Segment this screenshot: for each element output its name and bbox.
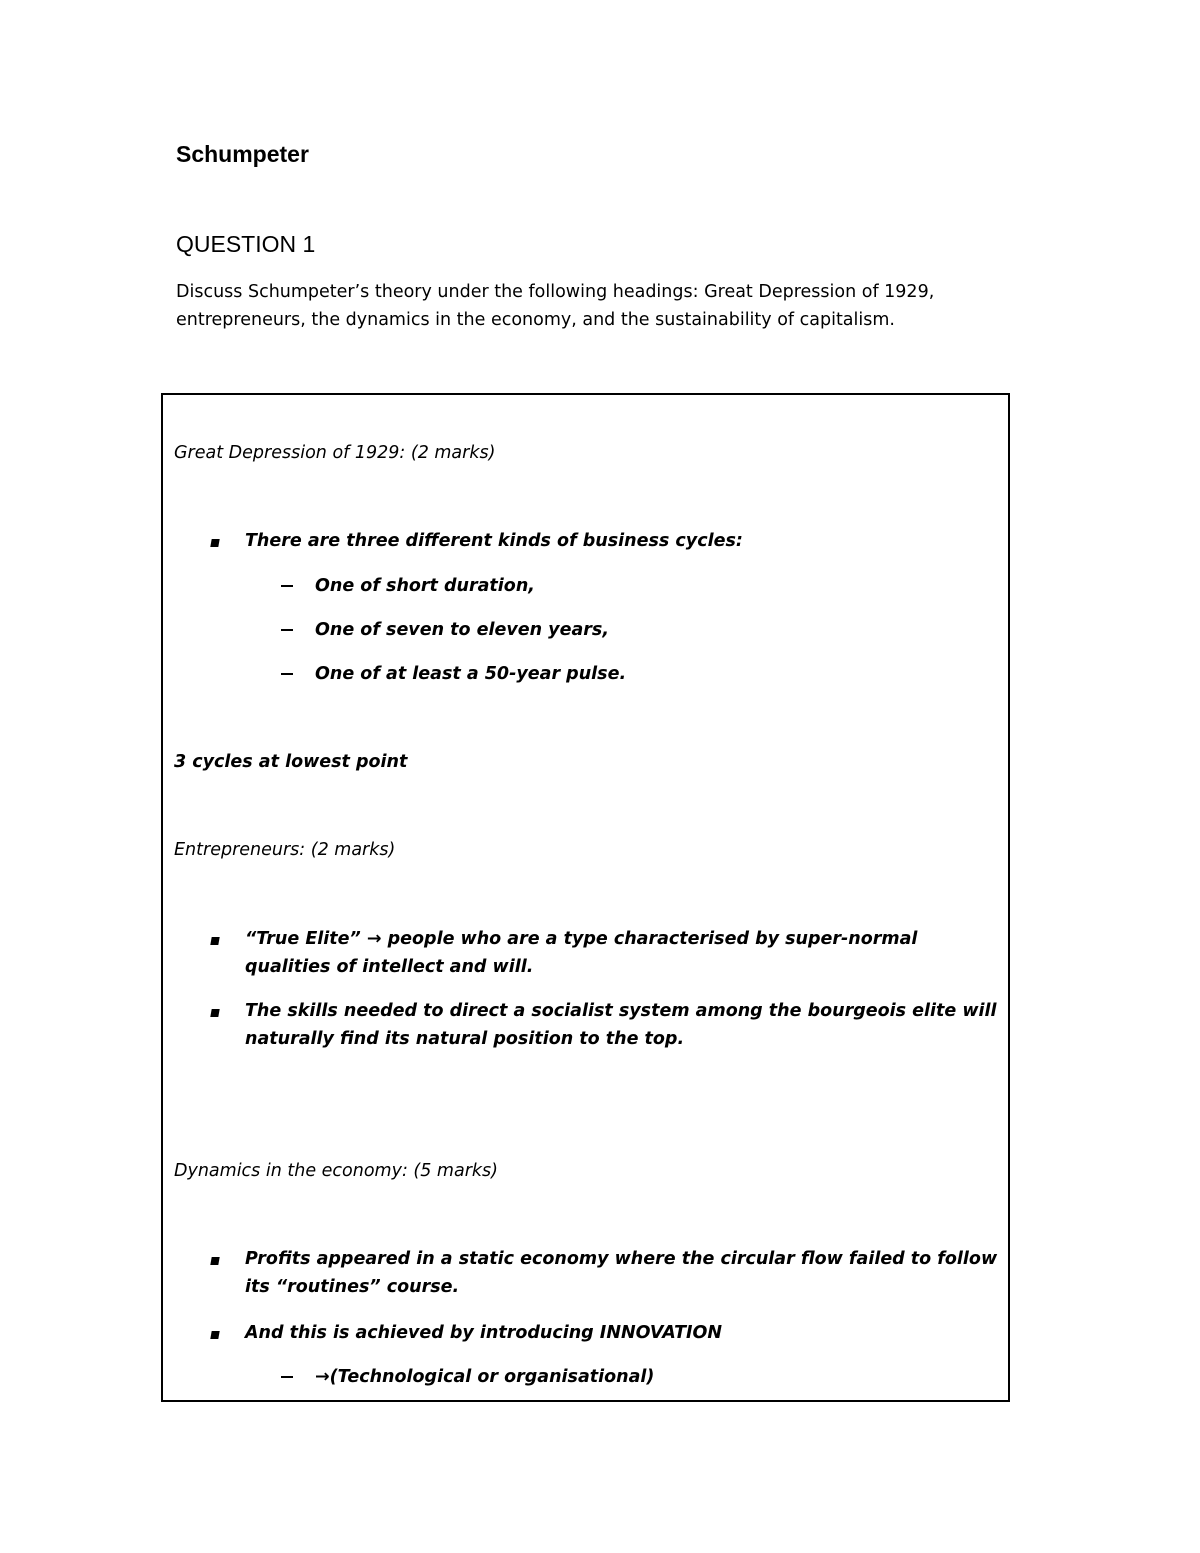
dash-marker [281,585,293,587]
sub-item-seven-to-eleven: One of seven to eleven years, [315,620,609,640]
bullet-profits-static-economy: Profits appeared in a static economy where the circular flow failed to follow its “routines” course. [245,1249,998,1297]
section-heading-entrepreneurs: Entrepreneurs: (2 marks) [174,840,396,860]
sub-item-fifty-year-pulse: One of at least a 50-year pulse. [315,664,627,684]
bullet-innovation: And this is achieved by introducing INNOVATION [245,1323,723,1343]
sub-item-short-duration: One of short duration, [315,576,535,596]
section-heading-great-depression: Great Depression of 1929: (2 marks) [174,443,496,463]
sub-item-technological-organisational: →(Technological or organisational) [315,1367,655,1387]
dash-marker [281,1376,293,1378]
section-heading-dynamics: Dynamics in the economy: (5 marks) [174,1161,498,1181]
bullet-marker [210,539,219,547]
note-three-cycles: 3 cycles at lowest point [174,752,408,772]
bullet-marker [210,1257,219,1265]
bullet-socialist-skills: The skills needed to direct a socialist system among the bourgeois elite will naturally find its natural position to the top. [245,1001,997,1049]
question-heading: QUESTION 1 [176,231,316,257]
bullet-marker [210,1009,219,1017]
question-prompt: Discuss Schumpeter’s theory under the following headings: Great Depression of 1929, entrepreneurs, the dynamics in the economy, and the sustainability of capitalism. [176,282,935,330]
bullet-business-cycles: There are three different kinds of business cycles: [245,531,743,551]
bullet-true-elite: “True Elite” → people who are a type characterised by super-normal qualities of intellect and will. [245,929,918,977]
document-title: Schumpeter [176,141,309,167]
bullet-marker [210,937,219,945]
dash-marker [281,673,293,675]
dash-marker [281,629,293,631]
bullet-marker [210,1331,219,1339]
answer-box [161,393,1010,1402]
